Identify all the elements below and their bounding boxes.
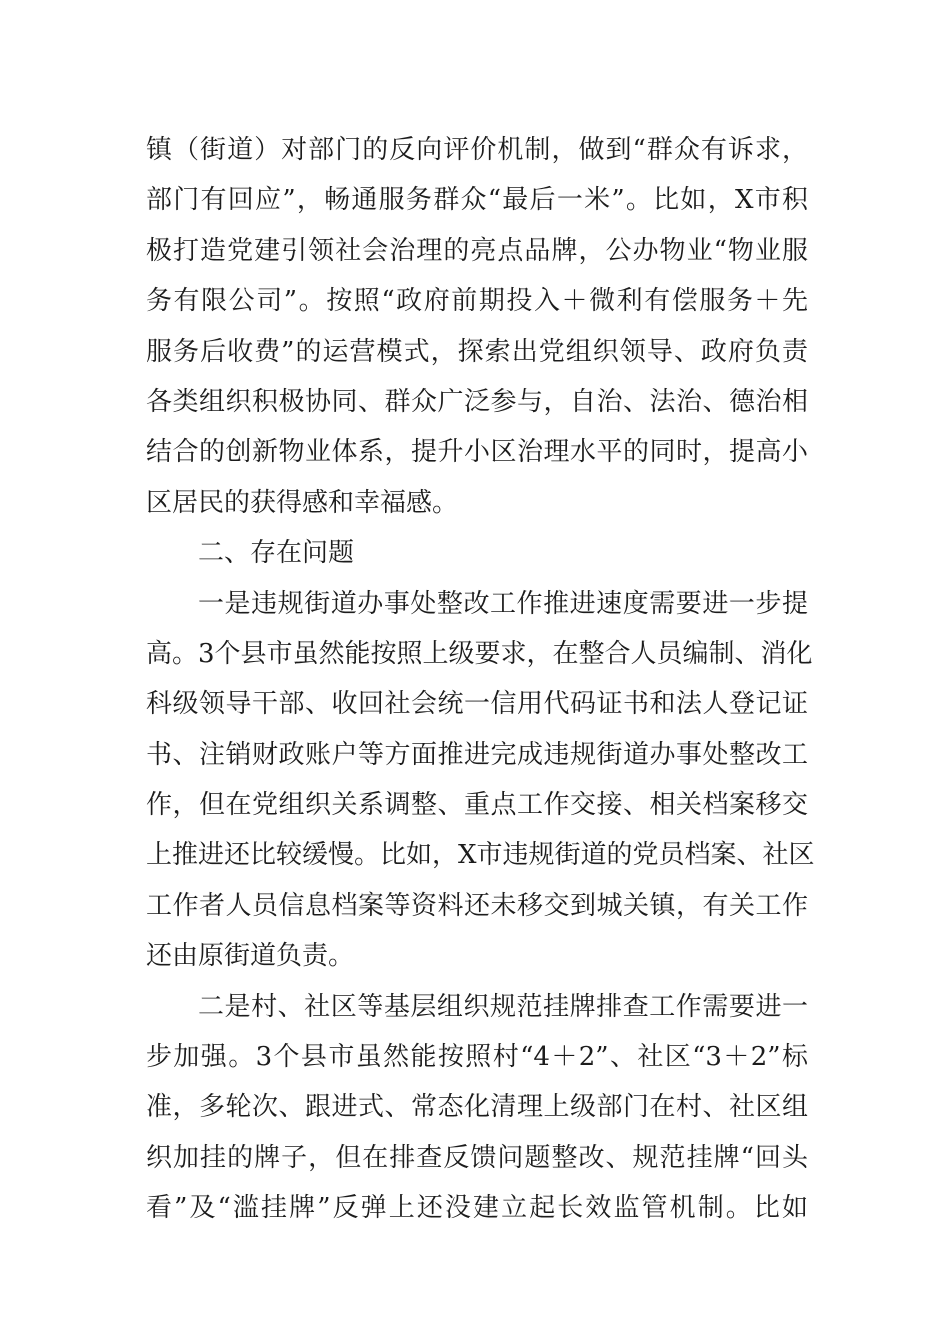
text-line: 区居民的获得感和幸福感。 (146, 487, 459, 518)
section-heading-text: 二、存在问题 (198, 538, 355, 569)
text-line: 二是村、社区等基层组织规范挂牌排查工作需要进一 (198, 991, 808, 1022)
text-line: 作，但在党组织关系调整、重点工作交接、相关档案移交 (146, 790, 808, 821)
text-line: 还由原街道负责。 (146, 941, 355, 972)
text-line: 科级领导干部、收回社会统一信用代码证书和法人登记证 (146, 689, 808, 720)
text-line: 看”及“滥挂牌”反弹上还没建立起长效监管机制。比如 (146, 1193, 808, 1224)
paragraph (146, 982, 808, 1234)
paragraph-continuation (146, 125, 808, 528)
text-line: 极打造党建引领社会治理的亮点品牌，公办物业“物业服 (146, 235, 808, 266)
text-line: 结合的创新物业体系，提升小区治理水平的同时，提高小 (146, 437, 808, 468)
text-line: 高。3个县市虽然能按照上级要求，在整合人员编制、消化 (146, 638, 813, 669)
text-line: 准，多轮次、跟进式、常态化清理上级部门在村、社区组 (146, 1092, 808, 1123)
text-line: 织加挂的牌子，但在排查反馈问题整改、规范挂牌“回头 (146, 1142, 808, 1173)
text-line: 各类组织积极协同、群众广泛参与，自治、法治、德治相 (146, 386, 808, 417)
text-line: 工作者人员信息档案等资料还未移交到城关镇，有关工作 (146, 890, 808, 921)
text-line: 镇（街道）对部门的反向评价机制，做到“群众有诉求， (146, 135, 808, 165)
text-line: 步加强。3个县市虽然能按照村“4＋2”、社区“3＋2”标 (146, 1042, 808, 1073)
text-line: 务有限公司”。按照“政府前期投入＋微利有偿服务＋先 (146, 286, 808, 317)
text-line: 一是违规街道办事处整改工作推进速度需要进一步提 (198, 588, 808, 619)
section-heading (146, 528, 808, 578)
text-line: 服务后收费”的运营模式，探索出党组织领导、政府负责 (146, 336, 808, 367)
text-line: 上推进还比较缓慢。比如，X市违规街道的党员档案、社区 (146, 840, 815, 871)
document-body (146, 125, 815, 1234)
paragraph (146, 579, 815, 982)
text-line: 部门有回应”，畅通服务群众“最后一米”。比如，X市积 (146, 185, 808, 216)
text-line: 书、注销财政账户等方面推进完成违规街道办事处整改工 (146, 739, 808, 770)
